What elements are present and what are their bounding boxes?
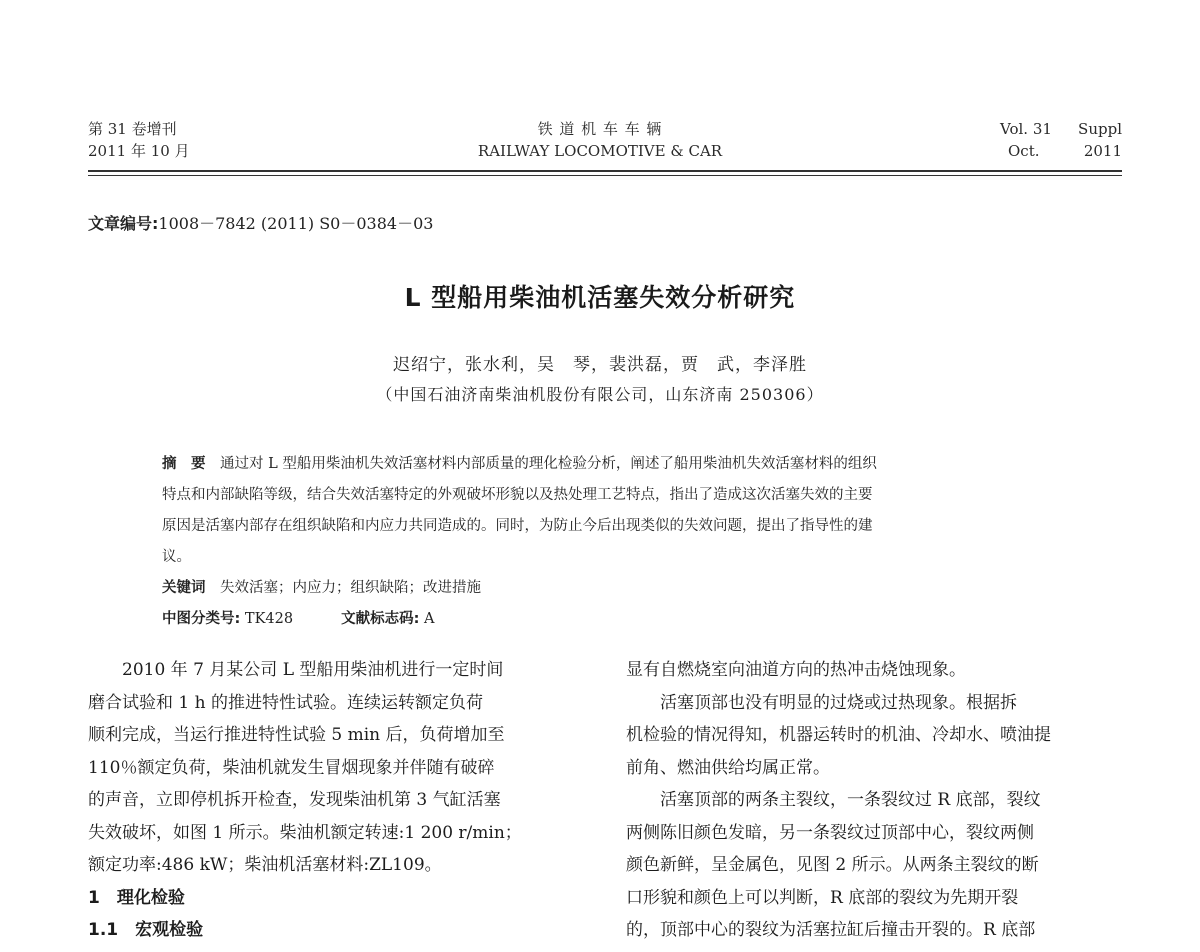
- keywords: [162, 573, 1062, 604]
- body-left-line-4: 110％额定负荷，柴油机就发生冒烟现象并伴随有破碎: [88, 757, 495, 778]
- body-left-line-2: 磨合试验和 1 h 的推进特性试验。连续运转额定负荷: [88, 692, 483, 713]
- doc-number: [88, 211, 433, 234]
- body-right-line-3: 机检验的情况得知，机器运转时的机油、冷却水、喷油提: [626, 725, 1051, 745]
- body-right-line-9: 的，顶部中心的裂纹为活塞拉缸后撞击开裂的。R 底部: [626, 920, 1036, 940]
- header-date: 2011 年 10 月: [88, 142, 190, 160]
- body-left-line-1: 2010 年 7 月某公司 L 型船用柴油机进行一定时间: [88, 660, 504, 680]
- body-left-column: [88, 654, 588, 947]
- section-heading-1-1: 1.1 宏观检验: [88, 920, 204, 940]
- body-right-line-5: 活塞顶部的两条主裂纹，一条裂纹过 R 底部，裂纹: [626, 790, 1041, 810]
- body-left-line-7: 额定功率:486 kW；柴油机活塞材料:ZL109。: [88, 855, 442, 875]
- abstract: [162, 449, 1062, 635]
- doc-number-label: 文章编号:: [88, 214, 159, 233]
- keywords-label: 关键词: [162, 580, 206, 596]
- header-rule-thick: [88, 170, 1122, 172]
- body-right-line-6: 两侧陈旧颜色发暗，另一条裂纹过顶部中心，裂纹两侧: [626, 822, 1034, 843]
- header-suppl: Suppl: [1078, 120, 1122, 138]
- clc-value: TK428: [244, 611, 294, 627]
- keywords-value: 失效活塞；内应力；组织缺陷；改进措施: [220, 580, 481, 596]
- header-vol: Vol. 31: [1000, 120, 1052, 138]
- body-right-column: [626, 654, 1126, 947]
- body-right-line-4: 前角、燃油供给均属正常。: [626, 757, 830, 778]
- header-journal: [400, 118, 800, 162]
- doc-number-value: 1008－7842 (2011) S0－0384－03: [158, 214, 434, 233]
- body-left-line-6: 失效破坏，如图 1 所示。柴油机额定转速:1 200 r/min；: [88, 822, 522, 843]
- section-heading-1: 1 理化检验: [88, 887, 185, 908]
- body-right-line-7: 颜色新鲜，呈金属色，见图 2 所示。从两条主裂纹的断: [626, 855, 1039, 875]
- classification: [162, 604, 1062, 635]
- abstract-line-1: [162, 449, 1062, 480]
- doc-code-value: A: [424, 611, 435, 627]
- journal-name-en: RAILWAY LOCOMOTIVE & CAR: [477, 142, 723, 160]
- clc-label: 中图分类号:: [162, 611, 241, 627]
- article-affiliation: （中国石油济南柴油机股份有限公司，山东济南 250306）: [376, 385, 824, 404]
- body-left-line-5: 的声音，立即停机拆开检查，发现柴油机第 3 气缸活塞: [88, 790, 501, 810]
- header-volume-info: [88, 118, 190, 162]
- abstract-text-1: 通过对 L 型船用柴油机失效活塞材料内部质量的理化检验分析，阐述了船用柴油机失效活塞材料的组织: [220, 456, 877, 472]
- body-right-line-8: 口形貌和颜色上可以判断，R 底部的裂纹为先期开裂: [626, 887, 1019, 908]
- header-month: Oct.: [1008, 142, 1040, 160]
- body-left-line-3: 顺利完成，当运行推进特性试验 5 min 后，负荷增加至: [88, 725, 505, 745]
- header-rule-thin: [88, 175, 1122, 176]
- header-vol-block: [1000, 118, 1122, 162]
- abstract-line-4: 议。: [162, 549, 191, 565]
- abstract-line-3: 原因是活塞内部存在组织缺陷和内应力共同造成的。同时，为防止今后出现类似的失效问题，提出了指导性的建: [162, 518, 873, 534]
- abstract-line-2: 特点和内部缺陷等级，结合失效活塞特定的外观破坏形貌以及热处理工艺特点，指出了造成这次活塞失效的主要: [162, 487, 873, 503]
- doc-code-label: 文献标志码:: [341, 611, 420, 627]
- header-year: 2011: [1083, 142, 1122, 160]
- article-authors: 迟绍宁，张水利，吴 琴，裴洪磊，贾 武，李泽胜: [393, 355, 807, 375]
- body-right-line-1: 显有自燃烧室向油道方向的热冲击烧蚀现象。: [626, 660, 966, 680]
- article-title: L 型船用柴油机活塞失效分析研究: [404, 283, 796, 312]
- body-right-line-2: 活塞顶部也没有明显的过烧或过热现象。根据拆: [626, 692, 1017, 713]
- abstract-label: 摘 要: [162, 456, 206, 472]
- journal-name-cn: 铁 道 机 车 车 辆: [537, 120, 663, 138]
- header-issue: 第 31 卷增刊: [88, 120, 177, 138]
